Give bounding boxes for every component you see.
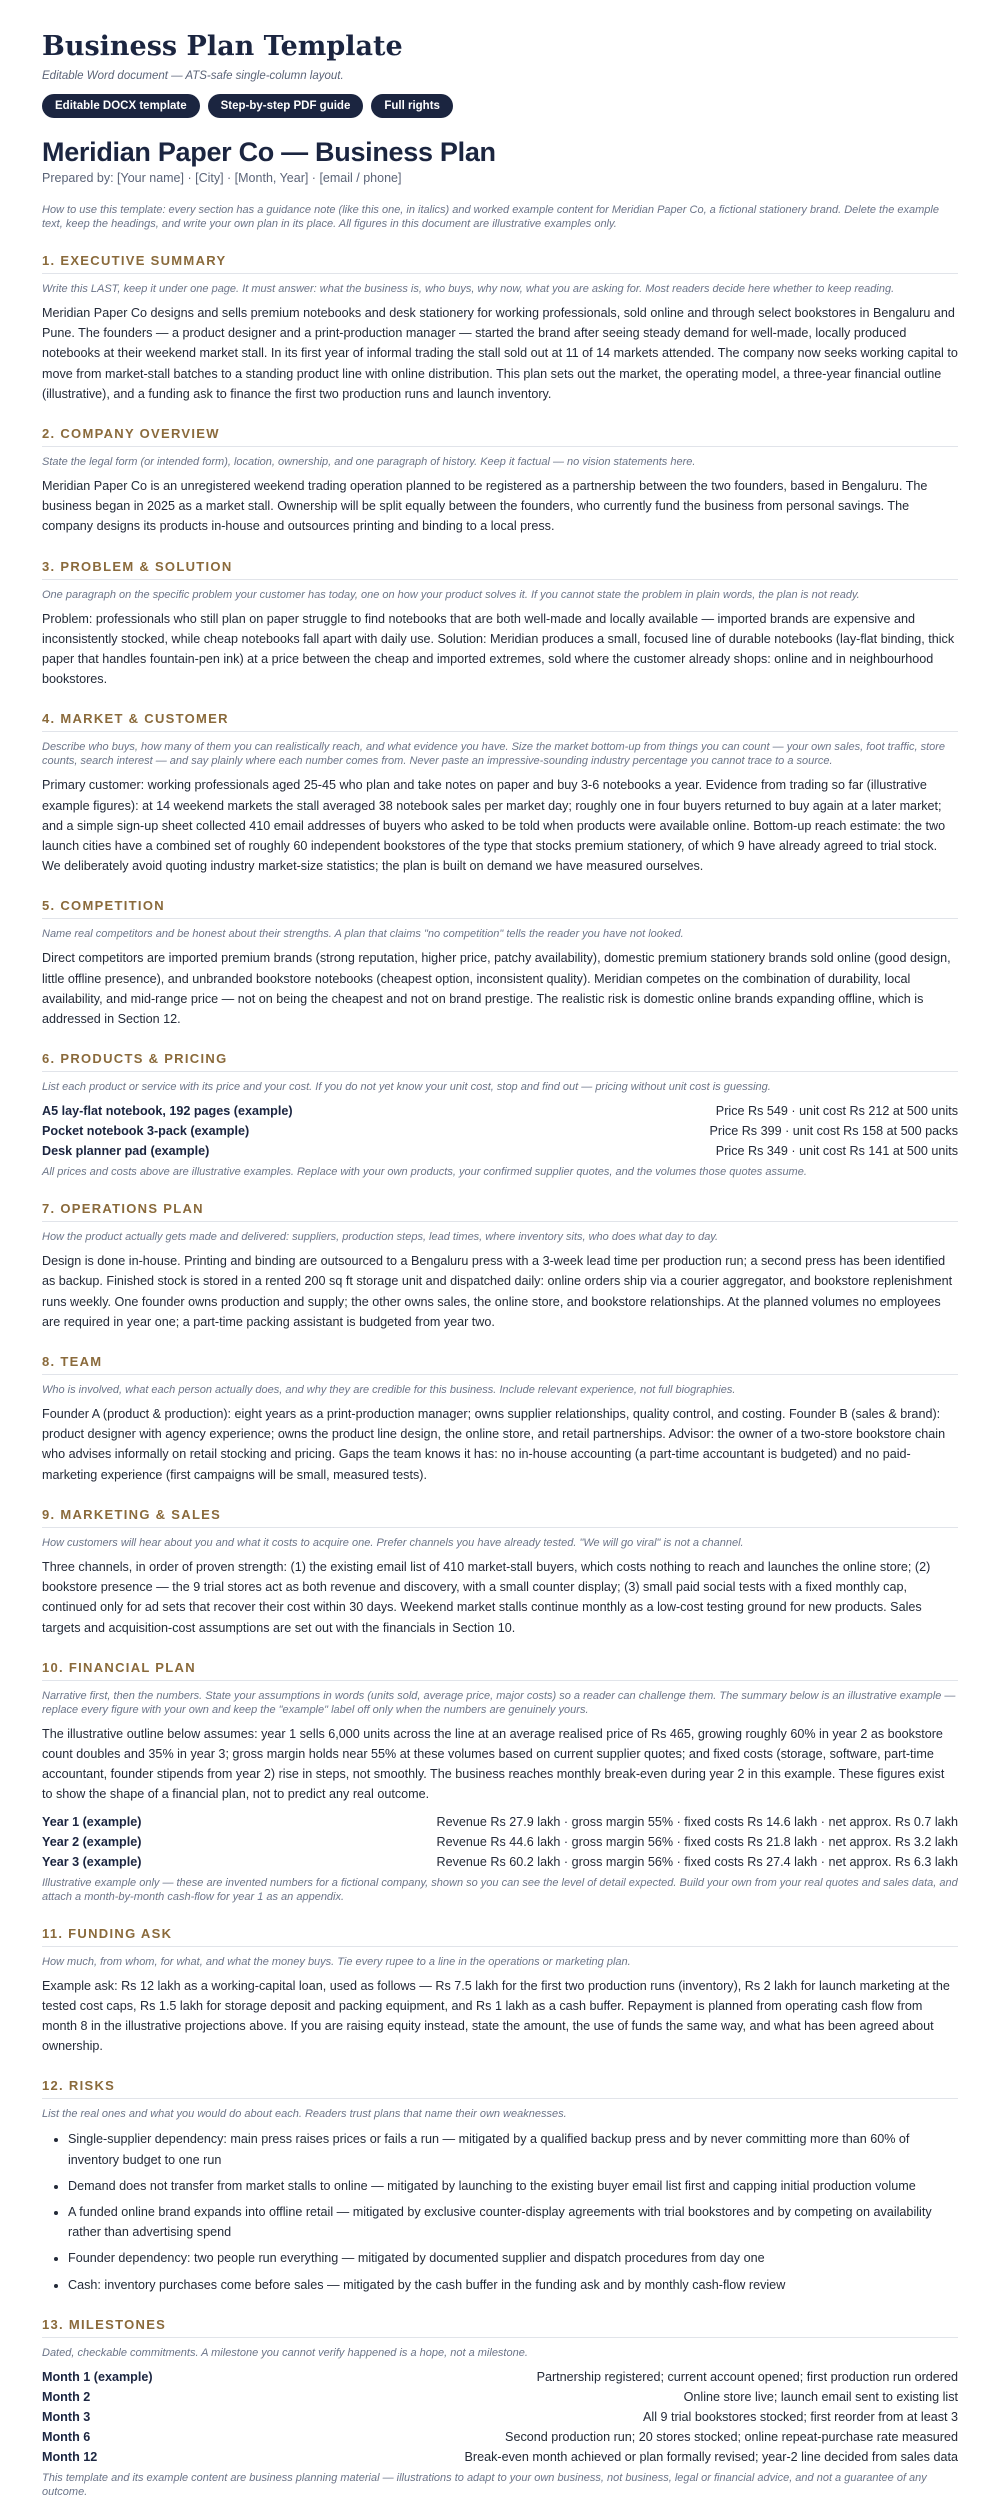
guidance-note: List each product or service with its price and your cost. If you do not yet know your unit cost, stop and find out — pricing without unit cost is guessing.	[42, 1081, 771, 1094]
section-heading: 4. MARKET & CUSTOMER	[42, 711, 958, 732]
section-milestones	[42, 2317, 958, 2499]
guidance-note: Narrative first, then the numbers. State your assumptions in words (units sold, average price, major costs) so a reader can challenge them. The summary below is an illustrative example — replace every figure with your own and keep the "example" label off only when the numbers are genuinely yours.	[42, 1689, 956, 1716]
guidance-note: Describe who buys, how many of them you can realistically reach, and what evidence you have. Size the market bottom-up from things you can count — your own sales, foot traffic, store counts, search interest — and say plainly where each number comes from. Never paste an impressive-sounding industry percentage you cannot trace to a source.	[42, 741, 946, 768]
financial-row	[42, 1812, 958, 1832]
section-body: Three channels, in order of proven strength: (1) the existing email list of 410 market-stall buyers, which costs nothing to reach and launches the online store; (2) bookstore presence — the 9 trial stores act as both revenue and discovery, with a small counter display; (3) small paid social tests with a fixed monthly cap, continued only for ad sets that recover their cost within 30 days. Weekend market stalls continue monthly as a low-cost testing ground for new products. Sales targets and acquisition-cost assumptions are set out with the financials in Section 10.	[42, 1559, 931, 1635]
risk-item: • Demand does not transfer from market stalls to online — mitigated by launching to the existing buyer email list first and capping initial production volume	[68, 2176, 958, 2196]
section-team	[42, 1354, 958, 1485]
section-body: Example ask: Rs 12 lakh as a working-capital loan, used as follows — Rs 7.5 lakh for the first two production runs (inventory), Rs 2 lakh for launch marketing at the tested cost caps, Rs 1.5 lakh for storage deposit and packing equipment, and Rs 1 lakh as a cash buffer. Repayment is planned from operating cash flow from month 8 in the illustrative projections above. If you are raising equity instead, state the amount, the use of funds the same way, and what has been agreed about ownership.	[42, 1978, 950, 2054]
risk-item: • A funded online brand expands into offline retail — mitigated by exclusive counter-display agreements with trial bookstores and by competing on availability rather than advertising spend	[68, 2202, 958, 2242]
guidance-note: One paragraph on the specific problem your customer has today, one on how your product solves it. If you cannot state the problem in plain words, the plan is not ready.	[42, 588, 860, 601]
risk-list	[42, 2129, 958, 2294]
guidance-note: How customers will hear about you and what it costs to acquire one. Prefer channels you have already tested. "We will go viral" is not a channel.	[42, 1536, 744, 1549]
year-figures: Revenue Rs 27.9 lakh · gross margin 55% · fixed costs Rs 14.6 lakh · net approx. Rs 0.7 lakh	[436, 1814, 958, 1829]
section-heading: 7. OPERATIONS PLAN	[42, 1201, 958, 1222]
section-marketing-sales	[42, 1507, 958, 1638]
section-market-customer	[42, 711, 958, 876]
products-note: All prices and costs above are illustrative examples. Replace with your own products, your confirmed supplier quotes, and the volumes those quotes assume.	[42, 1166, 807, 1179]
year-figures: Revenue Rs 44.6 lakh · gross margin 56% · fixed costs Rs 21.8 lakh · net approx. Rs 3.2 lakh	[436, 1834, 958, 1849]
how-to-note: How to use this template: every section has a guidance note (like this one, in italics) and worked example content for Meridian Paper Co, a fictional stationery brand. Delete the example text, keep the headings, and write your own plan in its place. All figures in this document are illustrative examples only.	[42, 204, 939, 230]
disclaimer-note: This template and its example content are business planning material — illustrations to adapt to your own business, not business, legal or financial advice, and not a guarantee of any outcome.	[42, 2471, 927, 2498]
section-problem-solution	[42, 559, 958, 690]
section-body: Primary customer: working professionals aged 25-45 who plan and take notes on paper and buy 3-6 notebooks a year. Evidence from trading so far (illustrative example figures): at 14 weekend markets the stall averaged 38 notebook sales per market day; roughly one in four buyers returned to buy again at a later market; and a simple sign-up sheet collected 410 email addresses of buyers who asked to be told when products were available online. Bottom-up reach estimate: the two launch cities have a combined set of roughly 60 independent bookstores of the type that stocks premium stationery, of which 9 have already agreed to trial stock. We deliberately avoid quoting industry market-size statistics; the plan is built on demand we have measured ourselves.	[42, 778, 946, 874]
section-heading: 8. TEAM	[42, 1354, 958, 1375]
product-name: A5 lay-flat notebook, 192 pages (example)	[42, 1104, 293, 1119]
milestone-goal: Second production run; 20 stores stocked; online repeat-purchase rate measured	[505, 2429, 958, 2444]
section-body: Founder A (product & production): eight years as a print-production manager; owns supplier relationships, quality control, and costing. Founder B (sales & brand): product designer with agency experience; owns the product line design, the online store, and retail partnerships. Advisor: the owner of a two-store bookstore chain who advises informally on retail stocking and pricing. Gaps the team knows it has: no in-house accounting (a part-time accountant is budgeted) and no paid-marketing experience (first campaigns will be small, measured tests).	[42, 1407, 946, 1482]
milestone-list	[42, 2367, 958, 2467]
milestone-row	[42, 2387, 958, 2407]
year-label: Year 3 (example)	[42, 1854, 142, 1869]
guidance-note: Write this LAST, keep it under one page. It must answer: what the business is, who buys, why now, what you are asking for. Most readers decide here whether to keep reading.	[42, 283, 895, 295]
section-heading: 10. FINANCIAL PLAN	[42, 1660, 958, 1681]
financial-note: Illustrative example only — these are invented numbers for a fictional company, shown so you can see the level of detail expected. Build your own from your real quotes and sales data, and attach a month-by-month cash-flow for year 1 as an appendix.	[42, 1876, 958, 1903]
section-products-pricing	[42, 1051, 958, 1179]
product-name: Desk planner pad (example)	[42, 1144, 210, 1159]
guidance-note: How much, from whom, for what, and what the money buys. Tie every rupee to a line in the operations or marketing plan.	[42, 1955, 631, 1968]
pdf-guide-button[interactable]: Step-by-step PDF guide	[208, 94, 364, 118]
financial-row	[42, 1832, 958, 1852]
template-subtitle: Editable Word document — ATS-safe single-column layout.	[42, 70, 344, 82]
product-list	[42, 1101, 958, 1161]
prepared-by: Prepared by: [Your name] · [City] · [Month, Year] · [email / phone]	[42, 171, 402, 185]
year-label: Year 1 (example)	[42, 1814, 142, 1829]
section-body: Direct competitors are imported premium brands (strong reputation, higher price, patchy availability), domestic premium stationery brands sold online (good design, little offline presence), and unbranded bookstore notebooks (cheapest option, inconsistent quality). Meridian competes on the combination of durability, local availability, and mid-range price — not on being the cheapest and not on brand prestige. The realistic risk is domestic online brands expanding offline, which is addressed in Section 12.	[42, 951, 951, 1027]
section-heading: 1. EXECUTIVE SUMMARY	[42, 253, 958, 274]
financial-summary	[42, 1812, 958, 1872]
year-figures: Revenue Rs 60.2 lakh · gross margin 56% · fixed costs Rs 27.4 lakh · net approx. Rs 6.3 lakh	[436, 1854, 958, 1869]
risk-item: • Single-supplier dependency: main press raises prices or fails a run — mitigated by a qualified backup press and by never committing more than 60% of inventory budget to one run	[68, 2129, 958, 2169]
section-operations-plan	[42, 1201, 958, 1332]
section-body: Meridian Paper Co designs and sells premium notebooks and desk stationery for working professionals, sold online and through select bookstores in Bengaluru and Pune. The founders — a product designer and a print-production manager — started the brand after seeing steady demand for well-made, locally produced notebooks at their weekend market stall. In its first year of informal trading the stall sold out at 11 of 14 markets attended. The company now seeks working capital to move from market-stall batches to a standing product line with online distribution. This plan sets out the market, the operating model, a three-year financial outline (illustrative), and a funding ask to finance the first two production runs and launch inventory.	[42, 306, 958, 401]
section-financial-plan	[42, 1660, 958, 1904]
download-buttons	[42, 94, 958, 118]
product-price: Price Rs 349 · unit cost Rs 141 at 500 units	[715, 1144, 958, 1159]
risk-item: • Cash: inventory purchases come before sales — mitigated by the cash buffer in the funding ask and by monthly cash-flow review	[68, 2275, 958, 2295]
milestone-goal: All 9 trial bookstores stocked; first reorder from at least 3	[643, 2409, 958, 2424]
section-heading: 6. PRODUCTS & PRICING	[42, 1051, 958, 1072]
guidance-note: State the legal form (or intended form), location, ownership, and one paragraph of history. Keep it factual — no vision statements here.	[42, 456, 696, 469]
milestone-month: Month 1 (example)	[42, 2369, 153, 2384]
section-body: Problem: professionals who still plan on paper struggle to find notebooks that are both well-made and locally available — imported brands are expensive and inconsistently stocked, while cheap notebooks fall apart with daily use. Solution: Meridian produces a small, focused line of durable notebooks (lay-flat binding, thick paper that handles fountain-pen ink) at a price between the cheap and imported extremes, sold where the customer already shops: online and in neighbourhood bookstores.	[42, 611, 955, 687]
section-body: The illustrative outline below assumes: year 1 sells 6,000 units across the line at an average realised price of Rs 465, growing roughly 60% in year 2 as bookstore count doubles and 35% in year 3; gross margin holds near 55% at these volumes based on current supplier quotes; and fixed costs (storage, software, part-time accountant, founder stipends from year 2) rise in steps, not smoothly. The business reaches monthly break-even during year 2 in this example. These figures exist to show the shape of a financial plan, not to predict any real outcome.	[42, 1726, 945, 1802]
milestone-goal: Partnership registered; current account opened; first production run ordered	[536, 2369, 958, 2384]
section-heading: 2. COMPANY OVERVIEW	[42, 426, 958, 447]
risk-item: • Founder dependency: two people run everything — mitigated by documented supplier and dispatch procedures from day one	[68, 2248, 958, 2268]
product-name: Pocket notebook 3-pack (example)	[42, 1124, 250, 1139]
section-executive-summary	[42, 253, 958, 404]
year-label: Year 2 (example)	[42, 1834, 142, 1849]
section-competition	[42, 898, 958, 1029]
milestone-row	[42, 2407, 958, 2427]
guidance-note: Who is involved, what each person actually does, and why they are credible for this business. Include relevant experience, not full biographies.	[42, 1384, 736, 1397]
section-risks	[42, 2078, 958, 2294]
milestone-goal: Online store live; launch email sent to existing list	[683, 2389, 958, 2404]
template-title: Business Plan Template	[42, 31, 403, 62]
section-company-overview	[42, 426, 958, 537]
product-row	[42, 1101, 958, 1121]
section-funding-ask	[42, 1926, 958, 2057]
docx-template-button[interactable]: Editable DOCX template	[42, 94, 200, 118]
guidance-note: How the product actually gets made and delivered: suppliers, production steps, lead times, where inventory sits, who does what day to day.	[42, 1231, 719, 1244]
plan-title: Meridian Paper Co — Business Plan	[42, 137, 496, 167]
section-body: Design is done in-house. Printing and binding are outsourced to a Bengaluru press with a 3-week lead time per production run; a second press has been identified as backup. Finished stock is stored in a rented 200 sq ft storage unit and dispatched daily: online orders ship via a courier aggregator, and bookstore replenishment runs weekly. One founder owns production and supply; the other owns sales, the online store, and bookstore relationships. At the planned volumes no employees are required in year one; a part-time packing assistant is budgeted from year two.	[42, 1254, 953, 1329]
product-row	[42, 1121, 958, 1141]
milestone-row	[42, 2427, 958, 2447]
section-heading: 12. RISKS	[42, 2078, 958, 2099]
section-body: Meridian Paper Co is an unregistered weekend trading operation planned to be registered as a partnership between the two founders, based in Bengaluru. The business began in 2025 as a market stall. Ownership will be split equally between the founders, who currently fund the business from personal savings. The company designs its products in-house and outsources printing and binding to a local press.	[42, 479, 928, 534]
milestone-month: Month 2	[42, 2389, 91, 2404]
milestone-month: Month 6	[42, 2429, 91, 2444]
full-rights-button[interactable]: Full rights	[371, 94, 453, 118]
guidance-note: Dated, checkable commitments. A milestone you cannot verify happened is a hope, not a milestone.	[42, 2346, 528, 2359]
section-heading: 11. FUNDING ASK	[42, 1926, 958, 1947]
milestone-goal: Break-even month achieved or plan formally revised; year-2 line decided from sales data	[464, 2449, 958, 2464]
financial-row	[42, 1852, 958, 1872]
milestone-month: Month 12	[42, 2449, 98, 2464]
milestone-month: Month 3	[42, 2409, 91, 2424]
product-row	[42, 1141, 958, 1161]
section-heading: 5. COMPETITION	[42, 898, 958, 919]
section-heading: 9. MARKETING & SALES	[42, 1507, 958, 1528]
guidance-note: Name real competitors and be honest about their strengths. A plan that claims "no competition" tells the reader you have not looked.	[42, 928, 684, 941]
section-heading: 13. MILESTONES	[42, 2317, 958, 2338]
section-heading: 3. PROBLEM & SOLUTION	[42, 559, 958, 580]
milestone-row	[42, 2447, 958, 2467]
milestone-row	[42, 2367, 958, 2387]
product-price: Price Rs 399 · unit cost Rs 158 at 500 packs	[709, 1124, 958, 1139]
product-price: Price Rs 549 · unit cost Rs 212 at 500 units	[715, 1104, 958, 1119]
guidance-note: List the real ones and what you would do about each. Readers trust plans that name their own weaknesses.	[42, 2108, 567, 2121]
